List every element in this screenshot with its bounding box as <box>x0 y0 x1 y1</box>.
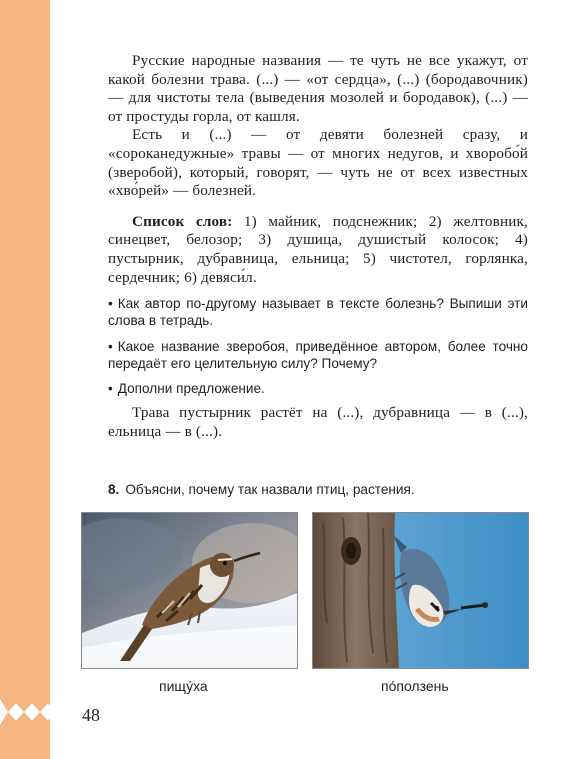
ornament-icon <box>0 699 50 725</box>
page-number: 48 <box>82 705 100 725</box>
photo-treecreeper <box>81 512 298 669</box>
bullet-icon: • <box>108 380 113 396</box>
caption-treecreeper: пищу́ха <box>159 678 208 694</box>
task-text: Объясни, почему так назвали птиц, растения. <box>125 482 415 497</box>
paragraph-2: Есть и (...) — от девяти болезней сразу, и «сороканедужные» травы — от многих недугов, и хворобо́й (зверобой), который, говорят, — чуть не от всех известных «хво́рей» — болезней. <box>108 126 528 200</box>
question-1: • Как автор по-другому называет в тексте болезнь? Выпиши эти слова в тетрадь. <box>108 296 528 329</box>
caption-nuthatch: по́ползень <box>381 678 449 694</box>
page-margin-band <box>0 0 50 759</box>
task-8 <box>108 481 538 499</box>
paragraph-1: Русские народные названия — те чуть не все укажут, от какой болезни трава. (...) — «от сердца», (...) (бородавочник) — для чистоты тела (выведения мозолей и бородавок), (...) — от простуды горла, от кашля. <box>108 52 528 125</box>
photo-nuthatch <box>312 512 529 669</box>
question-2: • Какое название зверобоя, приведённое автором, более точно передаёт его целительную силу? Почему? <box>108 338 528 371</box>
word-list-label: Список слов: <box>132 212 233 230</box>
main-text <box>108 52 528 441</box>
word-list-text: 1) майник, подснежник; 2) желтовник, синецвет, белозор; 3) душица, душистый колосок; 4) пустырник, дубравница, ельница; 5) чистотел, горлянка, сердечник; 6) девяси́л. <box>108 212 529 286</box>
treecreeper-image <box>82 513 297 668</box>
word-list <box>108 213 528 287</box>
bullet-icon: • <box>108 338 113 354</box>
task-number: 8. <box>108 482 120 497</box>
question-3: • Дополни предложение. <box>108 380 265 396</box>
bullet-icon: • <box>108 296 113 312</box>
completion-sentence: Трава пустырник растёт на (...), дубравница — в (...), ельница — в (...). <box>108 404 528 440</box>
nuthatch-image <box>313 513 528 668</box>
